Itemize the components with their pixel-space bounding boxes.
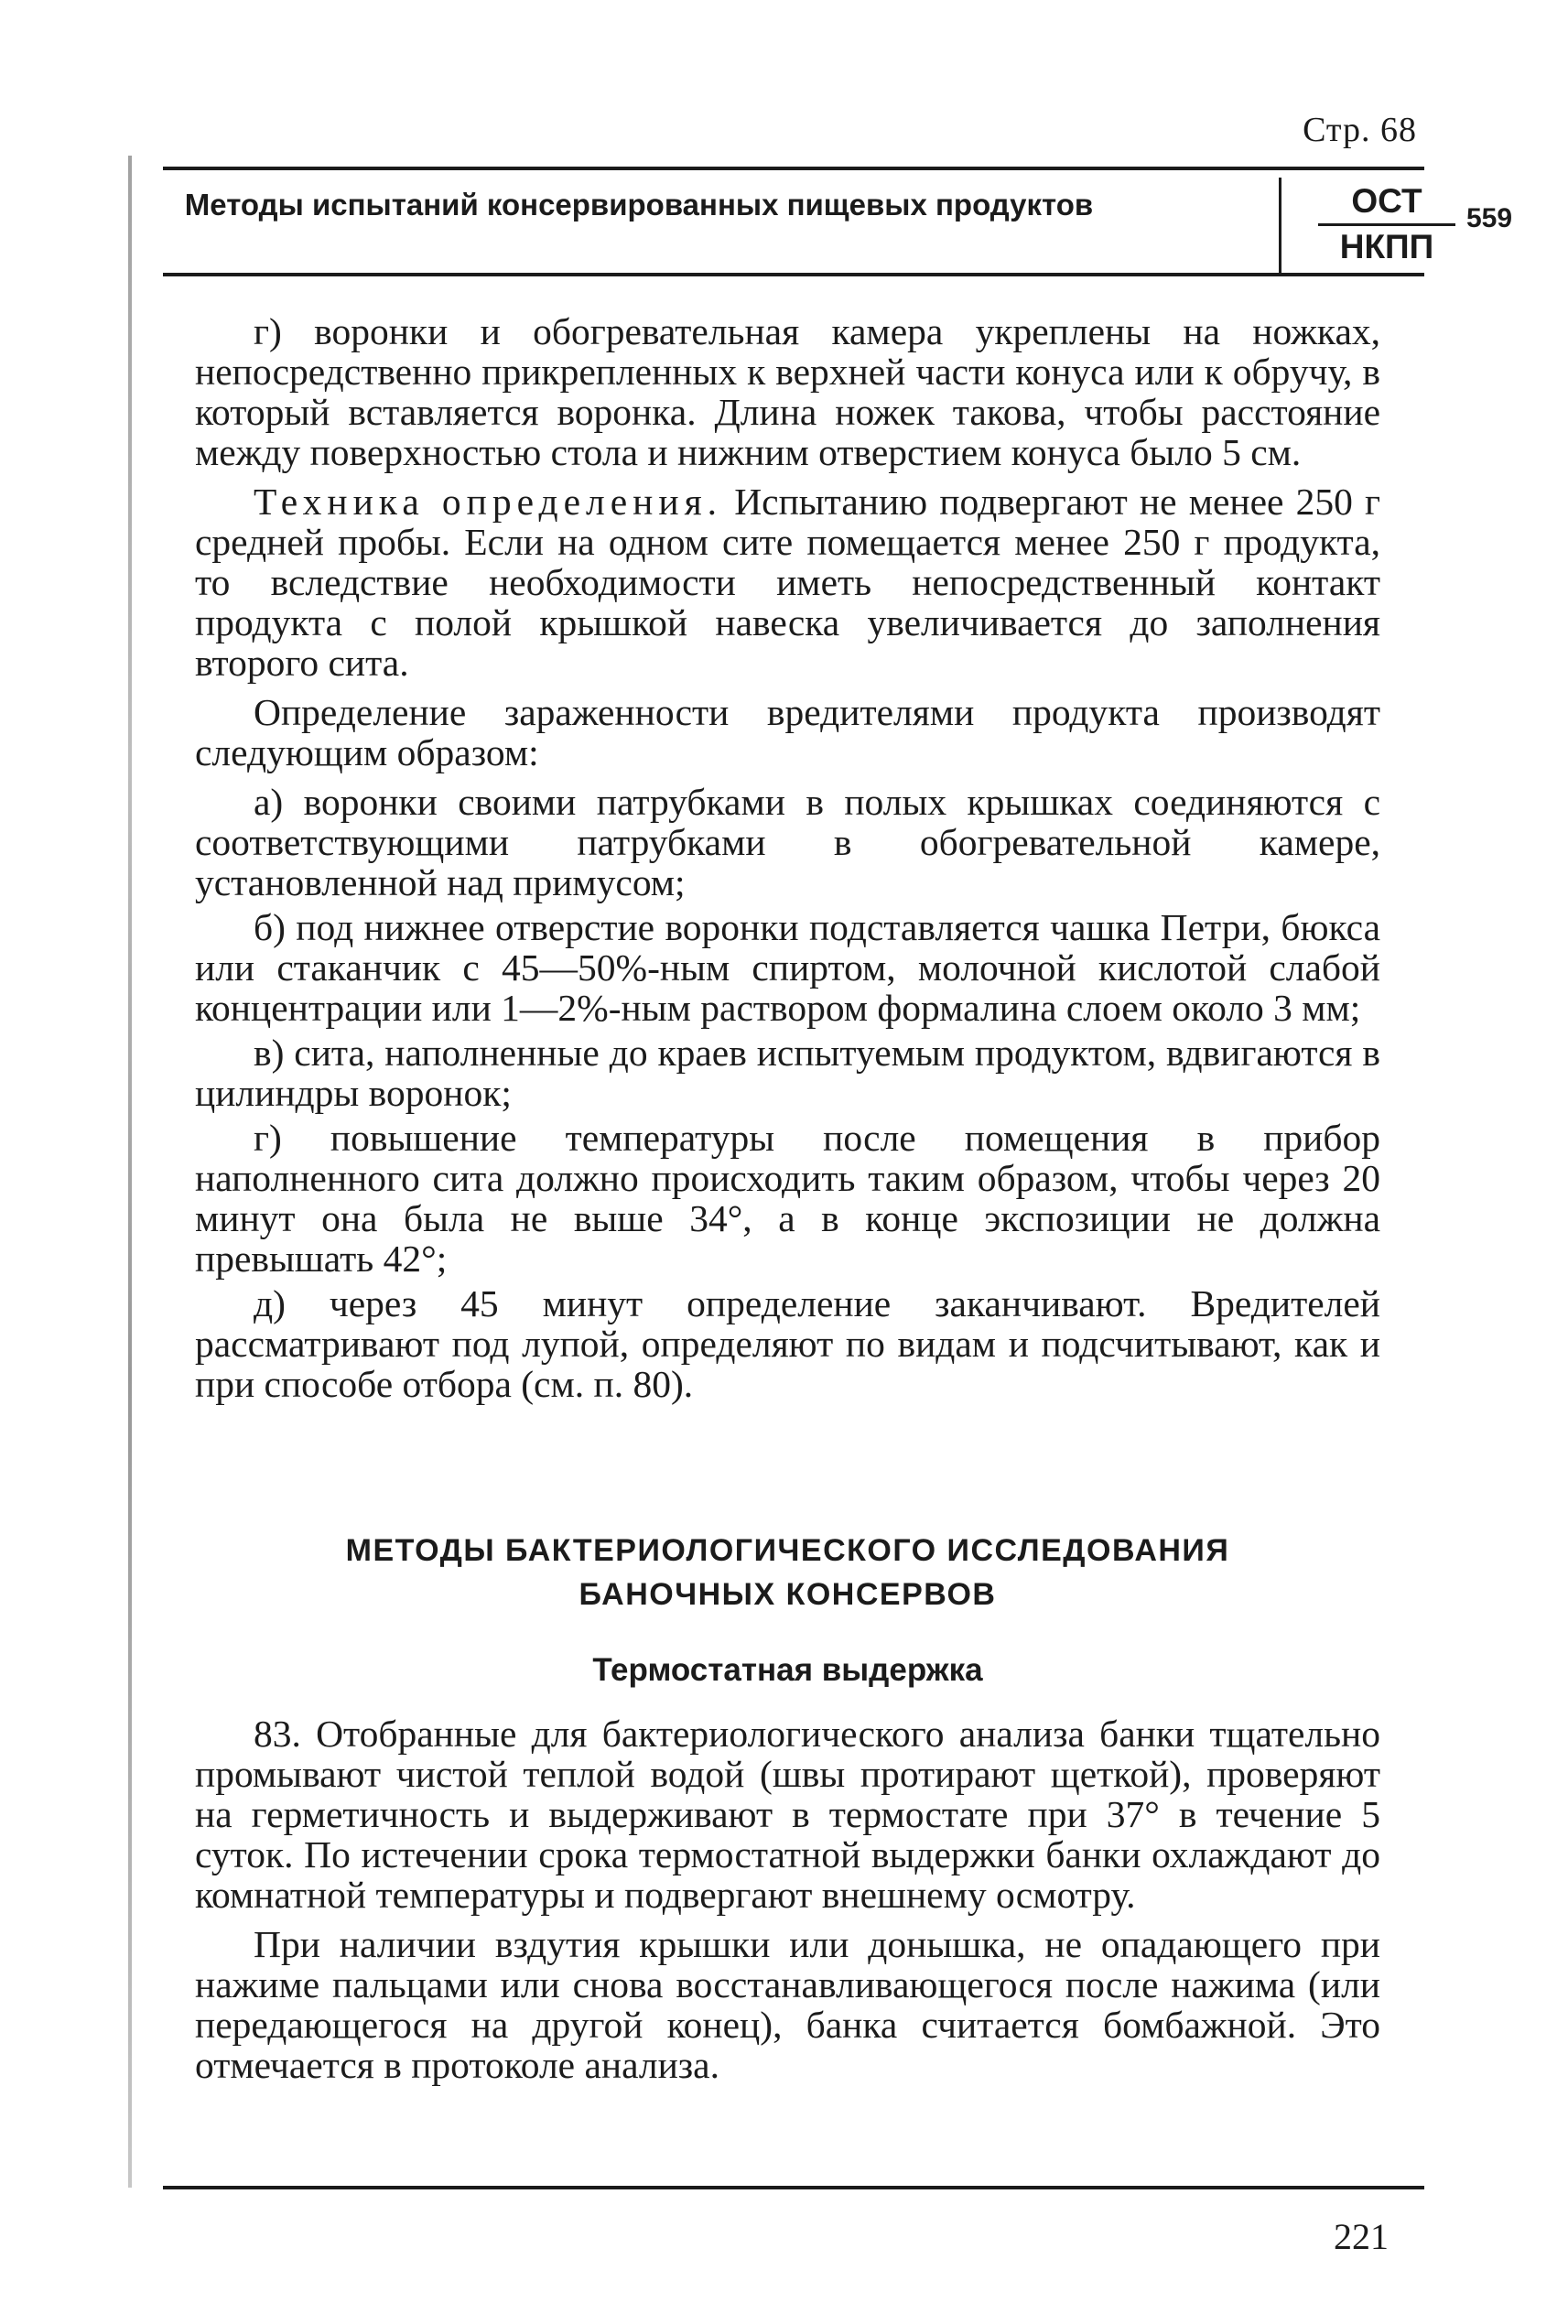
section-text xyxy=(195,1713,1380,2094)
list-item-b: б) под нижнее отверстие воронки подставляется чашка Петри, бюкса или стаканчик с 45—50%-ным спиртом, молочной кислотой слабой концентрации или 1—2%-ным раствором формалина слоем около 3 мм; xyxy=(195,906,1380,1029)
list-item-g: г) повышение температуры после помещения в прибор наполненного сита должно происходить таким образом, чтобы через 20 минут она была не выше 34°, а в конце экспозиции не должна превышать 42°; xyxy=(195,1117,1380,1280)
header-divider xyxy=(1279,178,1281,273)
section-title-line1: МЕТОДЫ БАКТЕРИОЛОГИЧЕСКОГО ИССЛЕДОВАНИЯ xyxy=(345,1533,1230,1568)
paragraph-funnels: г) воронки и обогревательная камера укреплены на ножках, непосредственно прикрепленных к верхней части конуса или к обручу, в который вставляется воронка. Длина ножек такова, чтобы расстояние между поверхностью стола и нижним отверстием конуса было 5 см. xyxy=(195,310,1380,473)
paragraph-procedure-intro: Определение зараженности вредителями продукта производят следующим образом: xyxy=(195,691,1380,773)
footer-rule xyxy=(163,2186,1424,2189)
list-item-d: д) через 45 минут определение заканчивают. Вредителей рассматривают под лупой, определяют по видам и подсчитывают, как и при способе отбора (см. п. 80). xyxy=(195,1282,1380,1405)
page-number: 221 xyxy=(1334,2216,1389,2257)
section-title-line2: БАНОЧНЫХ КОНСЕРВОВ xyxy=(579,1577,997,1612)
main-text xyxy=(195,311,1380,1409)
standard-code-top: ОСТ xyxy=(1318,181,1455,226)
technique-heading: Техника определения. xyxy=(254,481,723,523)
document-header xyxy=(163,167,1513,276)
scan-binding-edge xyxy=(128,156,132,2188)
subsection-title: Термостатная выдержка xyxy=(592,1652,983,1688)
technique-text: Испытанию подвергают не менее 250 г средней пробы. Если на одном сите помещается менее 250 г продукта, то вследствие необходимости иметь непосредственный контакт продукта с полой крышкой навеска увеличивается до заполнения второго сита. xyxy=(195,481,1380,684)
list-item-a: а) воронки своими патрубками в полых крышках соединяются с соответствующими патрубками в обогревательной камере, установленной над примусом; xyxy=(195,781,1380,903)
standard-code-bottom: НКПП xyxy=(1339,228,1434,265)
list-item-v: в) сита, наполненные до краев испытуемым продуктом, вдвигаются в цилиндры воронок; xyxy=(195,1032,1380,1114)
standard-code xyxy=(1318,181,1455,268)
page-reference: Стр. 68 xyxy=(1303,111,1417,149)
paragraph-bombage: При наличии вздутия крышки или донышка, не опадающего при нажиме пальцами или снова восстанавливающегося после нажима (или передающегося на другой конец), банка считается бомбажной. Это отмечается в протоколе анализа. xyxy=(195,1923,1380,2086)
section-title xyxy=(195,1529,1380,1616)
header-title: Методы испытаний консервированных пищевых продуктов xyxy=(184,188,1094,222)
paragraph-technique xyxy=(195,481,1380,683)
standard-number: 559 xyxy=(1466,203,1513,233)
paragraph-83: 83. Отобранные для бактериологического анализа банки тщательно промывают чистой теплой водой (швы протирают щеткой), проверяют на герметичность и выдерживают в термостате при 37° в течение 5 суток. По истечении срока термостатной выдержки банки охлаждают до комнатной температуры и подвергают внешнему осмотру. xyxy=(195,1713,1380,1916)
